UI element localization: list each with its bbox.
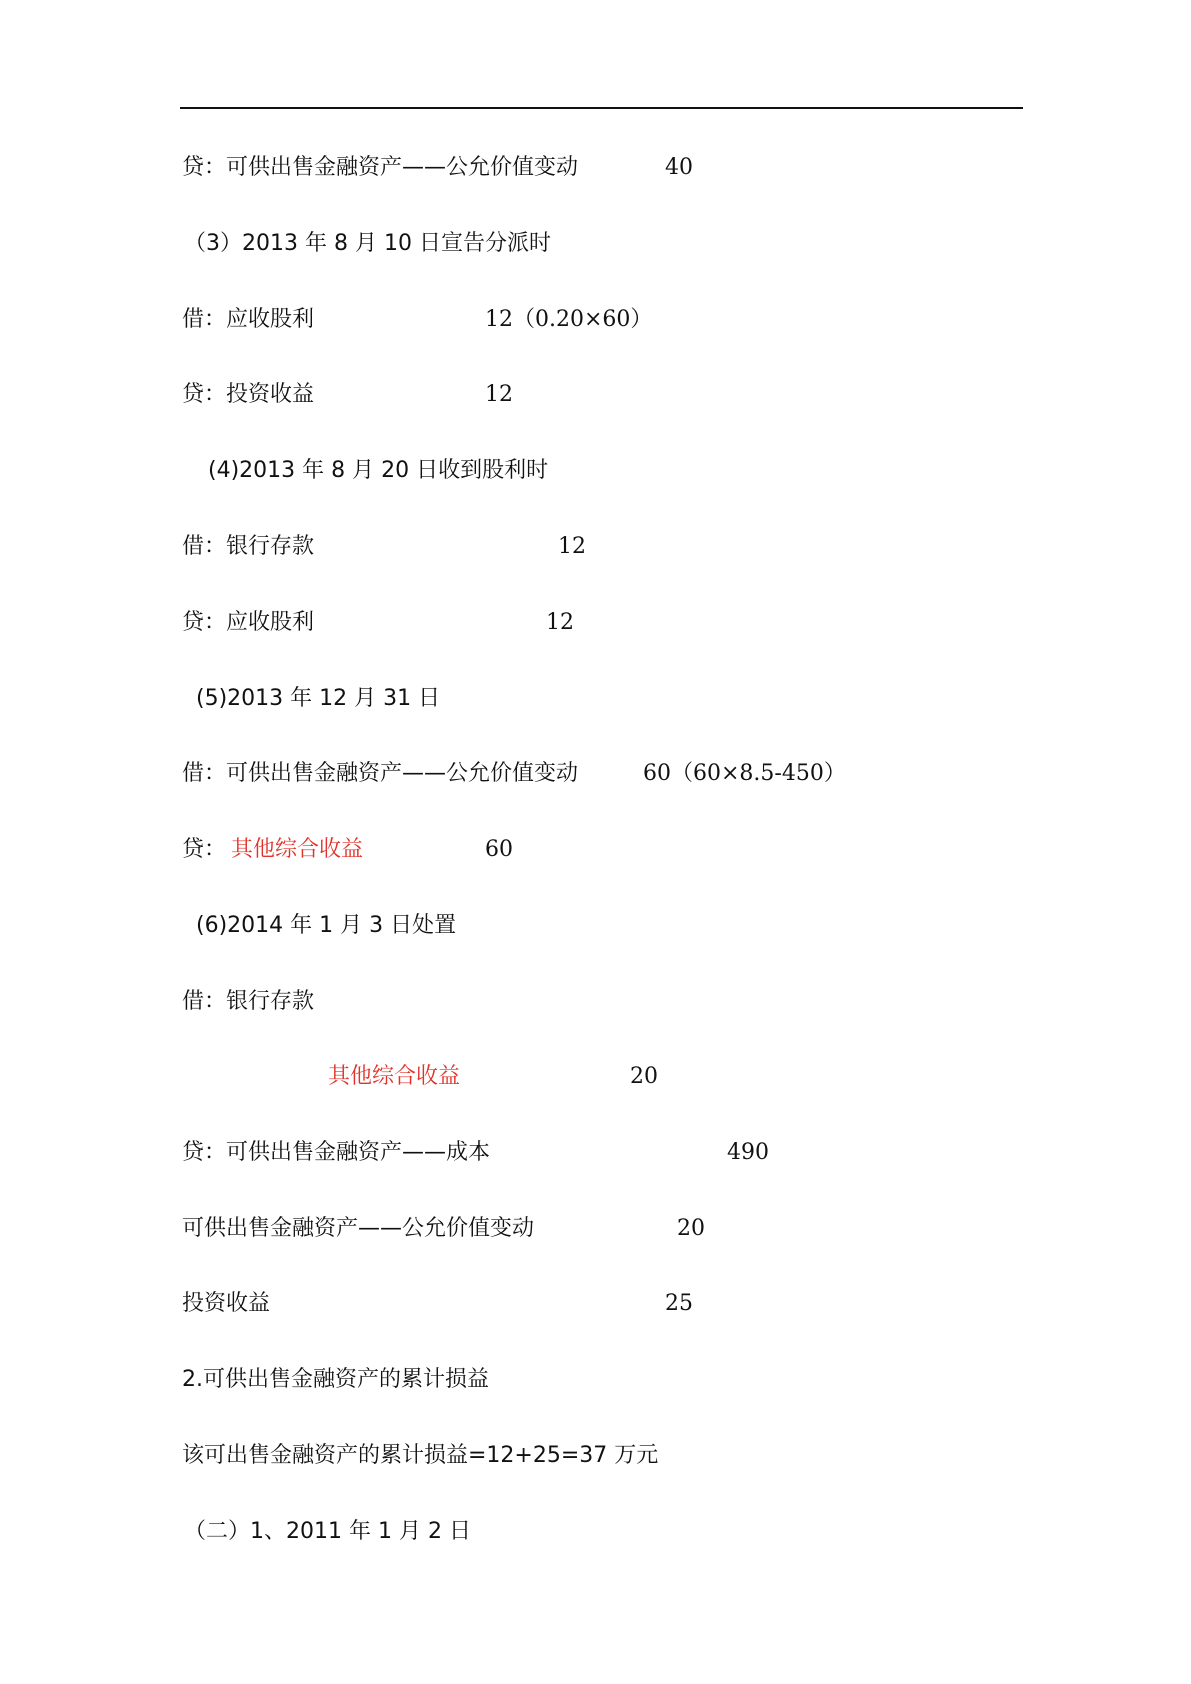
header-rule — [180, 107, 1023, 109]
entry-text: 借：银行存款 — [182, 989, 315, 1014]
entry-amount: 12 — [546, 610, 574, 635]
entry-amount: 12（0.20×60） — [485, 307, 653, 332]
entry-text-highlight: 其他综合收益 — [231, 837, 364, 862]
entry-amount: 60（60×8.5-450） — [643, 761, 846, 786]
entry-text: 贷：应收股利 — [182, 610, 315, 635]
entry-text: 借：应收股利 — [182, 307, 315, 332]
section-heading: (5)2013 年 12 月 31 日 — [196, 686, 441, 711]
entry-text: 贷：可供出售金融资产——成本 — [182, 1140, 491, 1165]
section-heading: 2.可供出售金融资产的累计损益 — [182, 1367, 489, 1392]
entry-amount: 25 — [665, 1291, 693, 1316]
section-heading: （二）1、2011 年 1 月 2 日 — [184, 1519, 471, 1544]
entry-amount: 60 — [485, 837, 513, 862]
entry-text: 借：可供出售金融资产——公允价值变动 — [182, 761, 579, 786]
entry-text: 贷：投资收益 — [182, 382, 315, 407]
entry-text: 贷：可供出售金融资产——公允价值变动 — [182, 155, 579, 180]
section-heading: （3）2013 年 8 月 10 日宣告分派时 — [184, 231, 551, 256]
section-heading: (6)2014 年 1 月 3 日处置 — [196, 913, 457, 938]
section-heading: (4)2013 年 8 月 20 日收到股利时 — [208, 458, 549, 483]
entry-amount: 40 — [665, 155, 693, 180]
entry-text-highlight: 其他综合收益 — [328, 1064, 461, 1089]
entry-amount: 490 — [727, 1140, 769, 1165]
entry-prefix: 贷： — [182, 837, 227, 862]
entry-amount: 12 — [558, 534, 586, 559]
paragraph-text: 该可出售金融资产的累计损益=12+25=37 万元 — [182, 1443, 659, 1468]
entry-text: 投资收益 — [182, 1291, 271, 1316]
entry-amount: 12 — [485, 382, 513, 407]
entry-amount: 20 — [630, 1064, 658, 1089]
entry-amount: 20 — [677, 1216, 705, 1241]
entry-text: 可供出售金融资产——公允价值变动 — [182, 1216, 535, 1241]
entry-text: 借：银行存款 — [182, 534, 315, 559]
